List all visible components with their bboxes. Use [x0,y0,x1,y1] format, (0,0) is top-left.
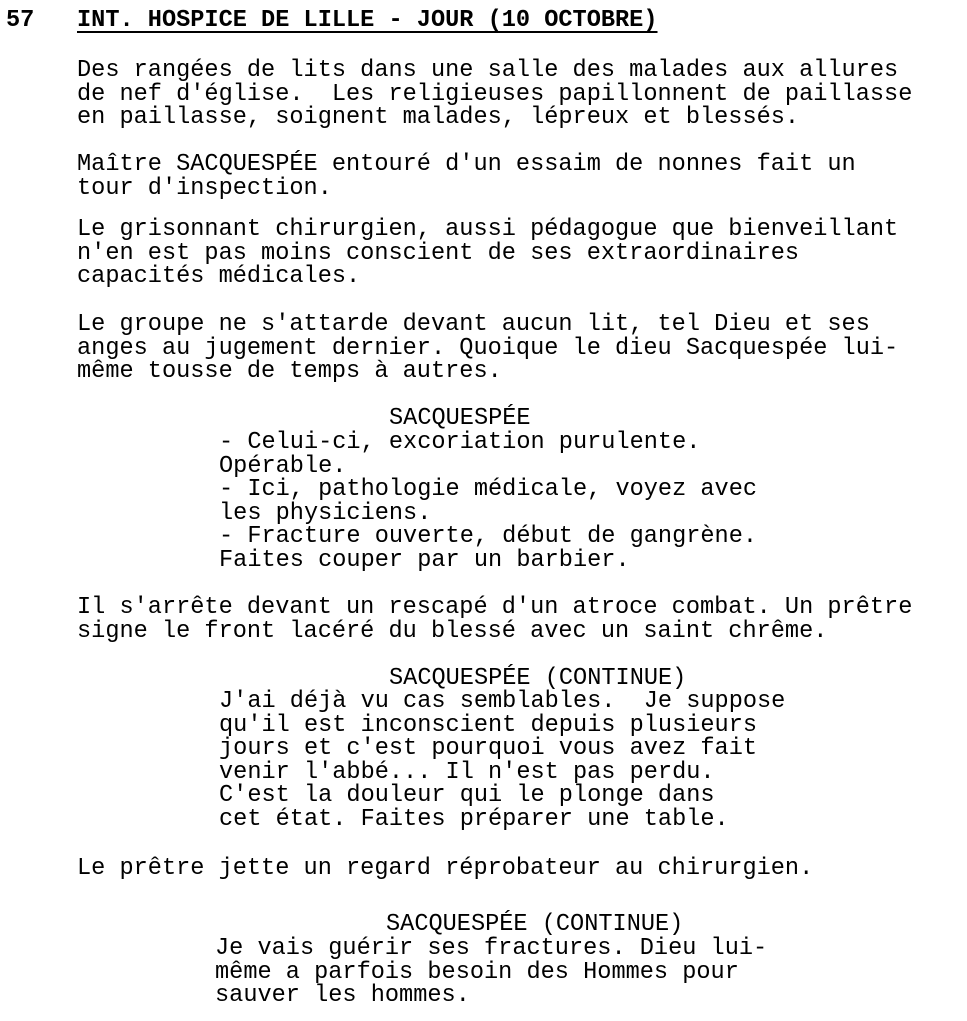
action-paragraph: Le prêtre jette un regard réprobateur au chirurgien. [77,855,814,882]
action-paragraph: Maître SACQUESPÉE entouré d'un essaim de nonnes fait un tour d'inspection. [77,151,856,202]
character-cue: SACQUESPÉE (CONTINUE) [386,911,684,938]
action-paragraph: Des rangées de lits dans une salle des malades aux allures de nef d'église. Les religieuses papillonnent de paillasse en paillasse, soignent malades, lépreux et blessés. [77,57,913,131]
dialogue-block: Je vais guérir ses fractures. Dieu lui- même a parfois besoin des Hommes pour sauver les hommes. [215,935,768,1009]
action-paragraph: Le groupe ne s'attarde devant aucun lit, tel Dieu et ses anges au jugement dernier. Quoique le dieu Sacquespée lui- même tousse de temps à autres. [77,311,899,385]
scene-number: 57 [6,7,35,34]
character-cue: SACQUESPÉE (CONTINUE) [389,665,687,692]
action-paragraph: Il s'arrête devant un rescapé d'un atroce combat. Un prêtre signe le front lacéré du blessé avec un saint chrême. [77,594,913,645]
dialogue-block: J'ai déjà vu cas semblables. Je suppose qu'il est inconscient depuis plusieurs jours et c'est pourquoi vous avez fait venir l'abbé... Il n'est pas perdu. C'est la douleur qui le plonge dans cet état. Faites préparer une table. [219,688,786,833]
scene-heading: INT. HOSPICE DE LILLE - JOUR (10 OCTOBRE) [77,7,658,34]
action-paragraph: Le grisonnant chirurgien, aussi pédagogue que bienveillant n'en est pas moins conscient de ses extraordinaires capacités médicales. [77,216,899,290]
character-cue: SACQUESPÉE [389,405,531,432]
dialogue-block: - Celui-ci, excoriation purulente. Opérable. - Ici, pathologie médicale, voyez avec les physiciens. - Fracture ouverte, début de gangrène. Faites couper par un barbier. [219,429,758,574]
